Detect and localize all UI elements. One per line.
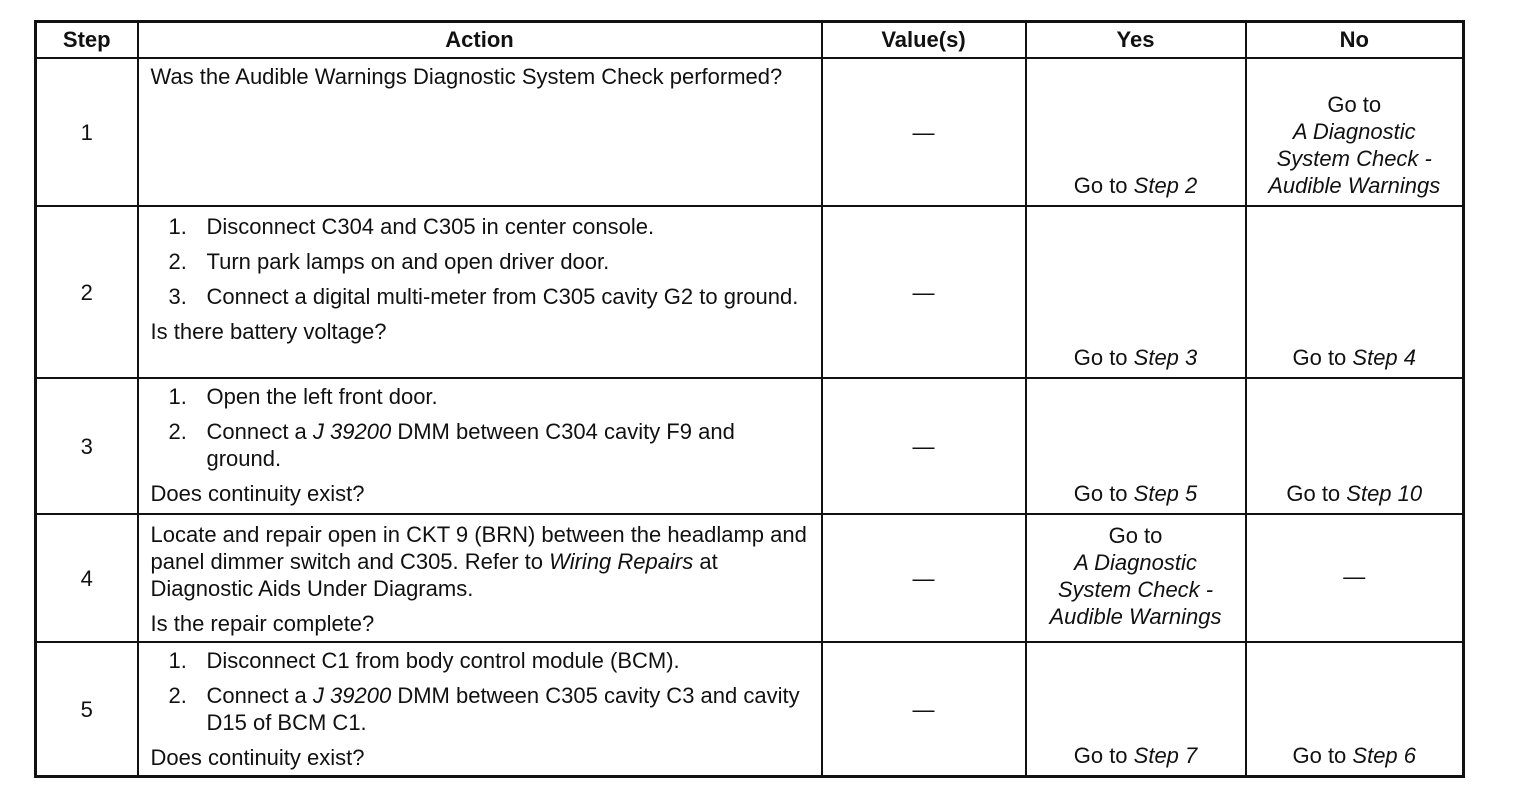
substep	[151, 682, 811, 736]
substep	[151, 647, 811, 674]
question-text: Does continuity exist?	[150, 481, 365, 506]
substep-number: 2.	[168, 249, 187, 274]
header-step: Step	[36, 22, 138, 59]
no-step-link[interactable]: Step 10	[1346, 481, 1423, 506]
step-number: 1	[36, 58, 138, 206]
action-text	[151, 521, 811, 602]
yes-prefix: Go to	[1073, 173, 1134, 198]
substep-text: Connect a digital multi-meter from C305 cavity G2 to ground.	[206, 284, 799, 309]
action-cell	[138, 378, 822, 514]
substep-list	[151, 213, 811, 310]
yes-prefix: Go to	[1073, 743, 1134, 768]
substep-number: 2.	[168, 683, 187, 708]
action-text-part: at Diagnostic Aids Under Diagrams.	[150, 549, 718, 601]
tool-name: J 39200	[312, 419, 392, 444]
substep	[151, 383, 811, 410]
step-number: 2	[36, 206, 138, 378]
no-step-link[interactable]: Step 6	[1352, 743, 1417, 768]
header-yes: Yes	[1026, 22, 1246, 59]
substep-text: Open the left front door.	[206, 384, 438, 409]
yes-prefix: Go to	[1073, 481, 1134, 506]
question-text: Is the repair complete?	[150, 611, 375, 636]
header-row	[36, 22, 1464, 59]
table-row	[36, 642, 1464, 777]
step-number: 4	[36, 514, 138, 642]
substep-text: DMM between C304 cavity F9 and ground.	[206, 419, 735, 471]
table-row	[36, 58, 1464, 206]
yes-prefix: Go to	[1073, 345, 1134, 370]
question-text: Is there battery voltage?	[150, 319, 387, 344]
substep-number: 3.	[168, 284, 187, 309]
value-cell: —	[822, 642, 1026, 777]
no-prefix: Go to	[1327, 92, 1382, 117]
yes-step-link[interactable]: Step 7	[1133, 743, 1198, 768]
yes-step-link[interactable]: Step 5	[1133, 481, 1198, 506]
no-prefix: Go to	[1292, 345, 1353, 370]
action-cell	[138, 514, 822, 642]
no-step-link[interactable]: Step 4	[1352, 345, 1417, 370]
diagnostic-table	[34, 20, 1465, 778]
action-cell	[138, 58, 822, 206]
substep-number: 2.	[168, 419, 187, 444]
yes-step-link[interactable]: A Diagnostic System Check - Audible Warnings	[1049, 550, 1222, 629]
step-number: 5	[36, 642, 138, 777]
yes-cell	[1026, 58, 1246, 206]
no-step-link[interactable]: A Diagnostic System Check - Audible Warnings	[1268, 119, 1441, 198]
substep-list	[151, 647, 811, 736]
yes-cell	[1026, 642, 1246, 777]
substep-text: DMM between C305 cavity C3 and cavity D15 of BCM C1.	[206, 683, 800, 735]
table-row	[36, 378, 1464, 514]
yes-cell	[1026, 514, 1246, 642]
header-action: Action	[138, 22, 822, 59]
substep-text: Disconnect C304 and C305 in center console.	[206, 214, 655, 239]
no-cell	[1246, 378, 1464, 514]
substep-number: 1.	[168, 384, 187, 409]
wiring-repairs-link[interactable]: Wiring Repairs	[549, 549, 694, 574]
table-row	[36, 206, 1464, 378]
substep-list	[151, 383, 811, 472]
header-no: No	[1246, 22, 1464, 59]
substep-text: Connect a	[206, 683, 313, 708]
no-prefix: Go to	[1286, 481, 1347, 506]
no-cell	[1246, 206, 1464, 378]
value-cell: —	[822, 206, 1026, 378]
action-cell	[138, 642, 822, 777]
substep-number: 1.	[168, 214, 187, 239]
yes-step-link[interactable]: Step 2	[1133, 173, 1198, 198]
table-row	[36, 514, 1464, 642]
substep-text: Connect a	[206, 419, 313, 444]
no-cell	[1246, 642, 1464, 777]
question-text: Does continuity exist?	[150, 745, 365, 770]
yes-cell	[1026, 378, 1246, 514]
value-cell: —	[822, 58, 1026, 206]
substep	[151, 283, 811, 310]
substep	[151, 248, 811, 275]
action-text: Was the Audible Warnings Diagnostic System Check performed?	[150, 64, 783, 89]
action-cell	[138, 206, 822, 378]
value-cell: —	[822, 514, 1026, 642]
substep	[151, 213, 811, 240]
yes-step-link[interactable]: Step 3	[1133, 345, 1198, 370]
value-cell: —	[822, 378, 1026, 514]
no-cell	[1246, 58, 1464, 206]
header-values: Value(s)	[822, 22, 1026, 59]
no-cell: —	[1246, 514, 1464, 642]
yes-prefix: Go to	[1108, 523, 1163, 548]
yes-cell	[1026, 206, 1246, 378]
substep-text: Turn park lamps on and open driver door.	[206, 249, 610, 274]
step-number: 3	[36, 378, 138, 514]
action-text-part: Locate and repair open in CKT 9 (BRN) between the headlamp and panel dimmer switch and C305. Refer to	[150, 522, 807, 574]
substep	[151, 418, 811, 472]
no-prefix: Go to	[1292, 743, 1353, 768]
substep-number: 1.	[168, 648, 187, 673]
tool-name: J 39200	[312, 683, 392, 708]
substep-text: Disconnect C1 from body control module (BCM).	[206, 648, 680, 673]
